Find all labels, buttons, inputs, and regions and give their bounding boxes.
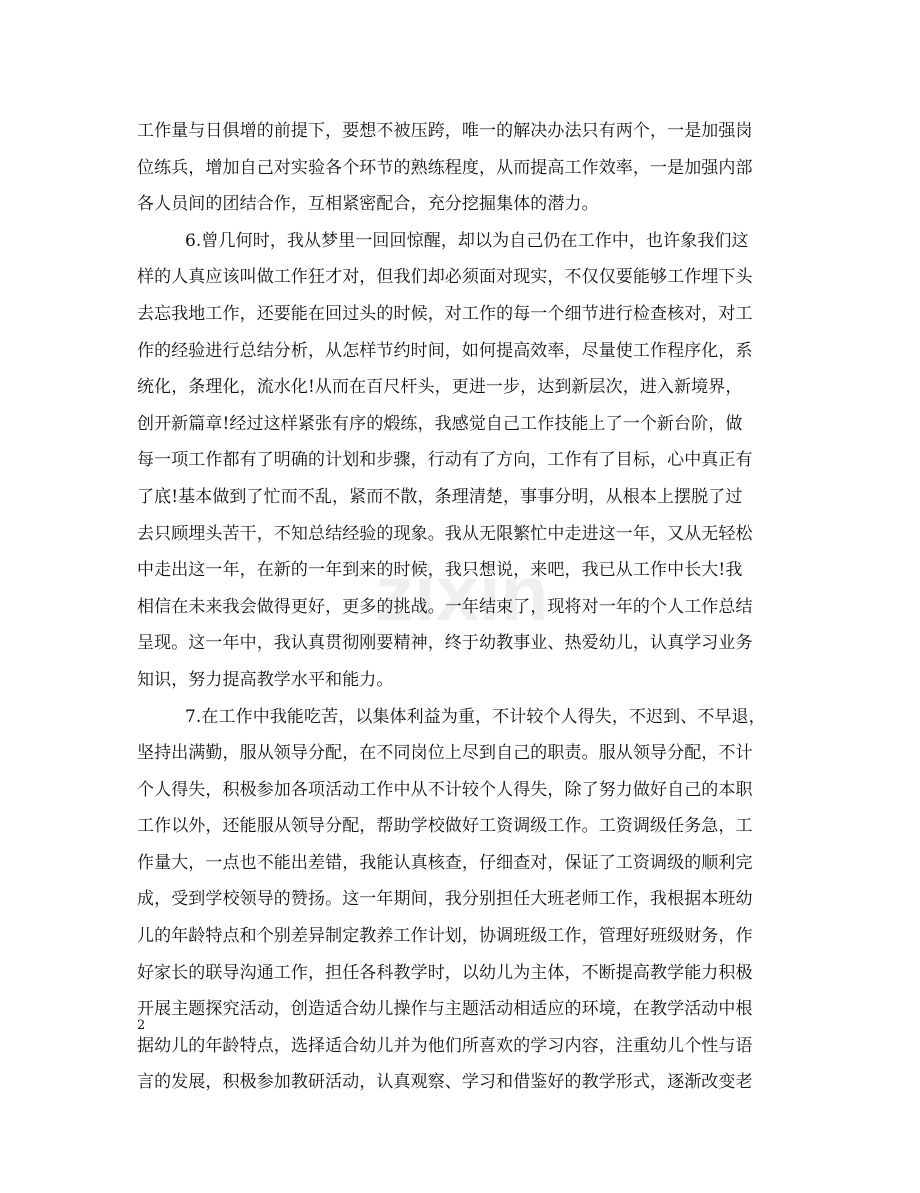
text-line: 6.曾几何时，我从梦里一回回惊醒，却以为自己仍在工作中，也许象我们这 — [185, 230, 749, 251]
text-line: 7.在工作中我能吃苦，以集体利益为重，不计较个人得失，不迟到、不早退， — [185, 706, 766, 727]
text-line: 工作量与日俱增的前提下，要想不被压跨，唯一的解决办法只有两个，一是加强岗 — [137, 121, 753, 141]
text-line: 创开新篇章!经过这样紧张有序的煅练，我感觉自己工作技能上了一个新台阶，做 — [137, 413, 743, 434]
text-line: 去只顾埋头苦干，不知总结经验的现象。我从无限繁忙中走进这一年，又从无轻松 — [137, 523, 753, 544]
text-line: 作的经验进行总结分析，从怎样节约时间，如何提高效率，尽量使工作程序化，系 — [137, 340, 753, 361]
text-line: 相信在未来我会做得更好，更多的挑战。一年结束了，现将对一年的个人工作总结 — [137, 596, 753, 617]
text-line: 每一项工作都有了明确的计划和步骤，行动有了方向，工作有了目标，心中真正有 — [137, 450, 753, 471]
text-line: 好家长的联导沟通工作，担任各科教学时，以幼儿为主体，不断提高教学能力积极 — [137, 962, 753, 983]
watermark-text: zixin — [375, 549, 549, 637]
text-line: 去忘我地工作，还要能在回过头的时候，对工作的每一个细节进行检查核对，对工 — [137, 303, 753, 324]
text-line: 成，受到学校领导的赞扬。这一年期间，我分别担任大班老师工作，我根据本班幼 — [137, 889, 753, 910]
text-line: 了底!基本做到了忙而不乱，紧而不散，条理清楚，事事分明，从根本上摆脱了过 — [137, 486, 743, 507]
text-line: 据幼儿的年龄特点，选择适合幼儿并为他们所喜欢的学习内容，注重幼儿个性与语 — [137, 1035, 753, 1056]
paragraph — [137, 113, 787, 223]
text-line: 统化，条理化，流水化!从而在百尺杆头，更进一步，达到新层次，进入新境界， — [137, 377, 743, 398]
text-line: 中走出这一年，在新的一年到来的时候，我只想说，来吧，我已从工作中长大!我 — [137, 560, 743, 581]
document-body — [137, 113, 787, 1101]
text-line: 各人员间的团结合作，互相紧密配合，充分挖掘集体的潜力。 — [137, 194, 599, 215]
text-line: 言的发展，积极参加教研活动，认真观察、学习和借鉴好的教学形式，逐渐改变老 — [137, 1072, 753, 1093]
text-line: 作量大，一点也不能出差错，我能认真核查，仔细查对，保证了工资调级的顺利完 — [137, 852, 753, 873]
text-line: 儿的年龄特点和个别差异制定教养工作计划，协调班级工作，管理好班级财务，作 — [137, 926, 753, 947]
text-line: 坚持出满勤，服从领导分配，在不同岗位上尽到自己的职责。服从领导分配，不计 — [137, 743, 753, 764]
paragraph — [137, 223, 787, 699]
page-number: 2 — [137, 1018, 146, 1033]
text-line: 位练兵，增加自己对实验各个环节的熟练程度，从而提高工作效率，一是加强内部 — [137, 157, 753, 178]
paragraph — [137, 699, 787, 1102]
text-line: 样的人真应该叫做工作狂才对，但我们却必须面对现实，不仅仅要能够工作埋下头 — [137, 267, 753, 288]
text-line: 开展主题探究活动，创造适合幼儿操作与主题活动相适应的环境，在教学活动中根 — [137, 999, 753, 1020]
text-line: 个人得失，积极参加各项活动工作中从不计较个人得失，除了努力做好自己的本职 — [137, 779, 753, 800]
text-line: 呈现。这一年中，我认真贯彻刚要精神，终于幼教事业、热爱幼儿，认真学习业务 — [137, 633, 753, 654]
text-line: 知识，努力提高教学水平和能力。 — [137, 669, 394, 690]
text-line: 工作以外，还能服从领导分配，帮助学校做好工资调级工作。工资调级任务急，工 — [137, 816, 753, 837]
